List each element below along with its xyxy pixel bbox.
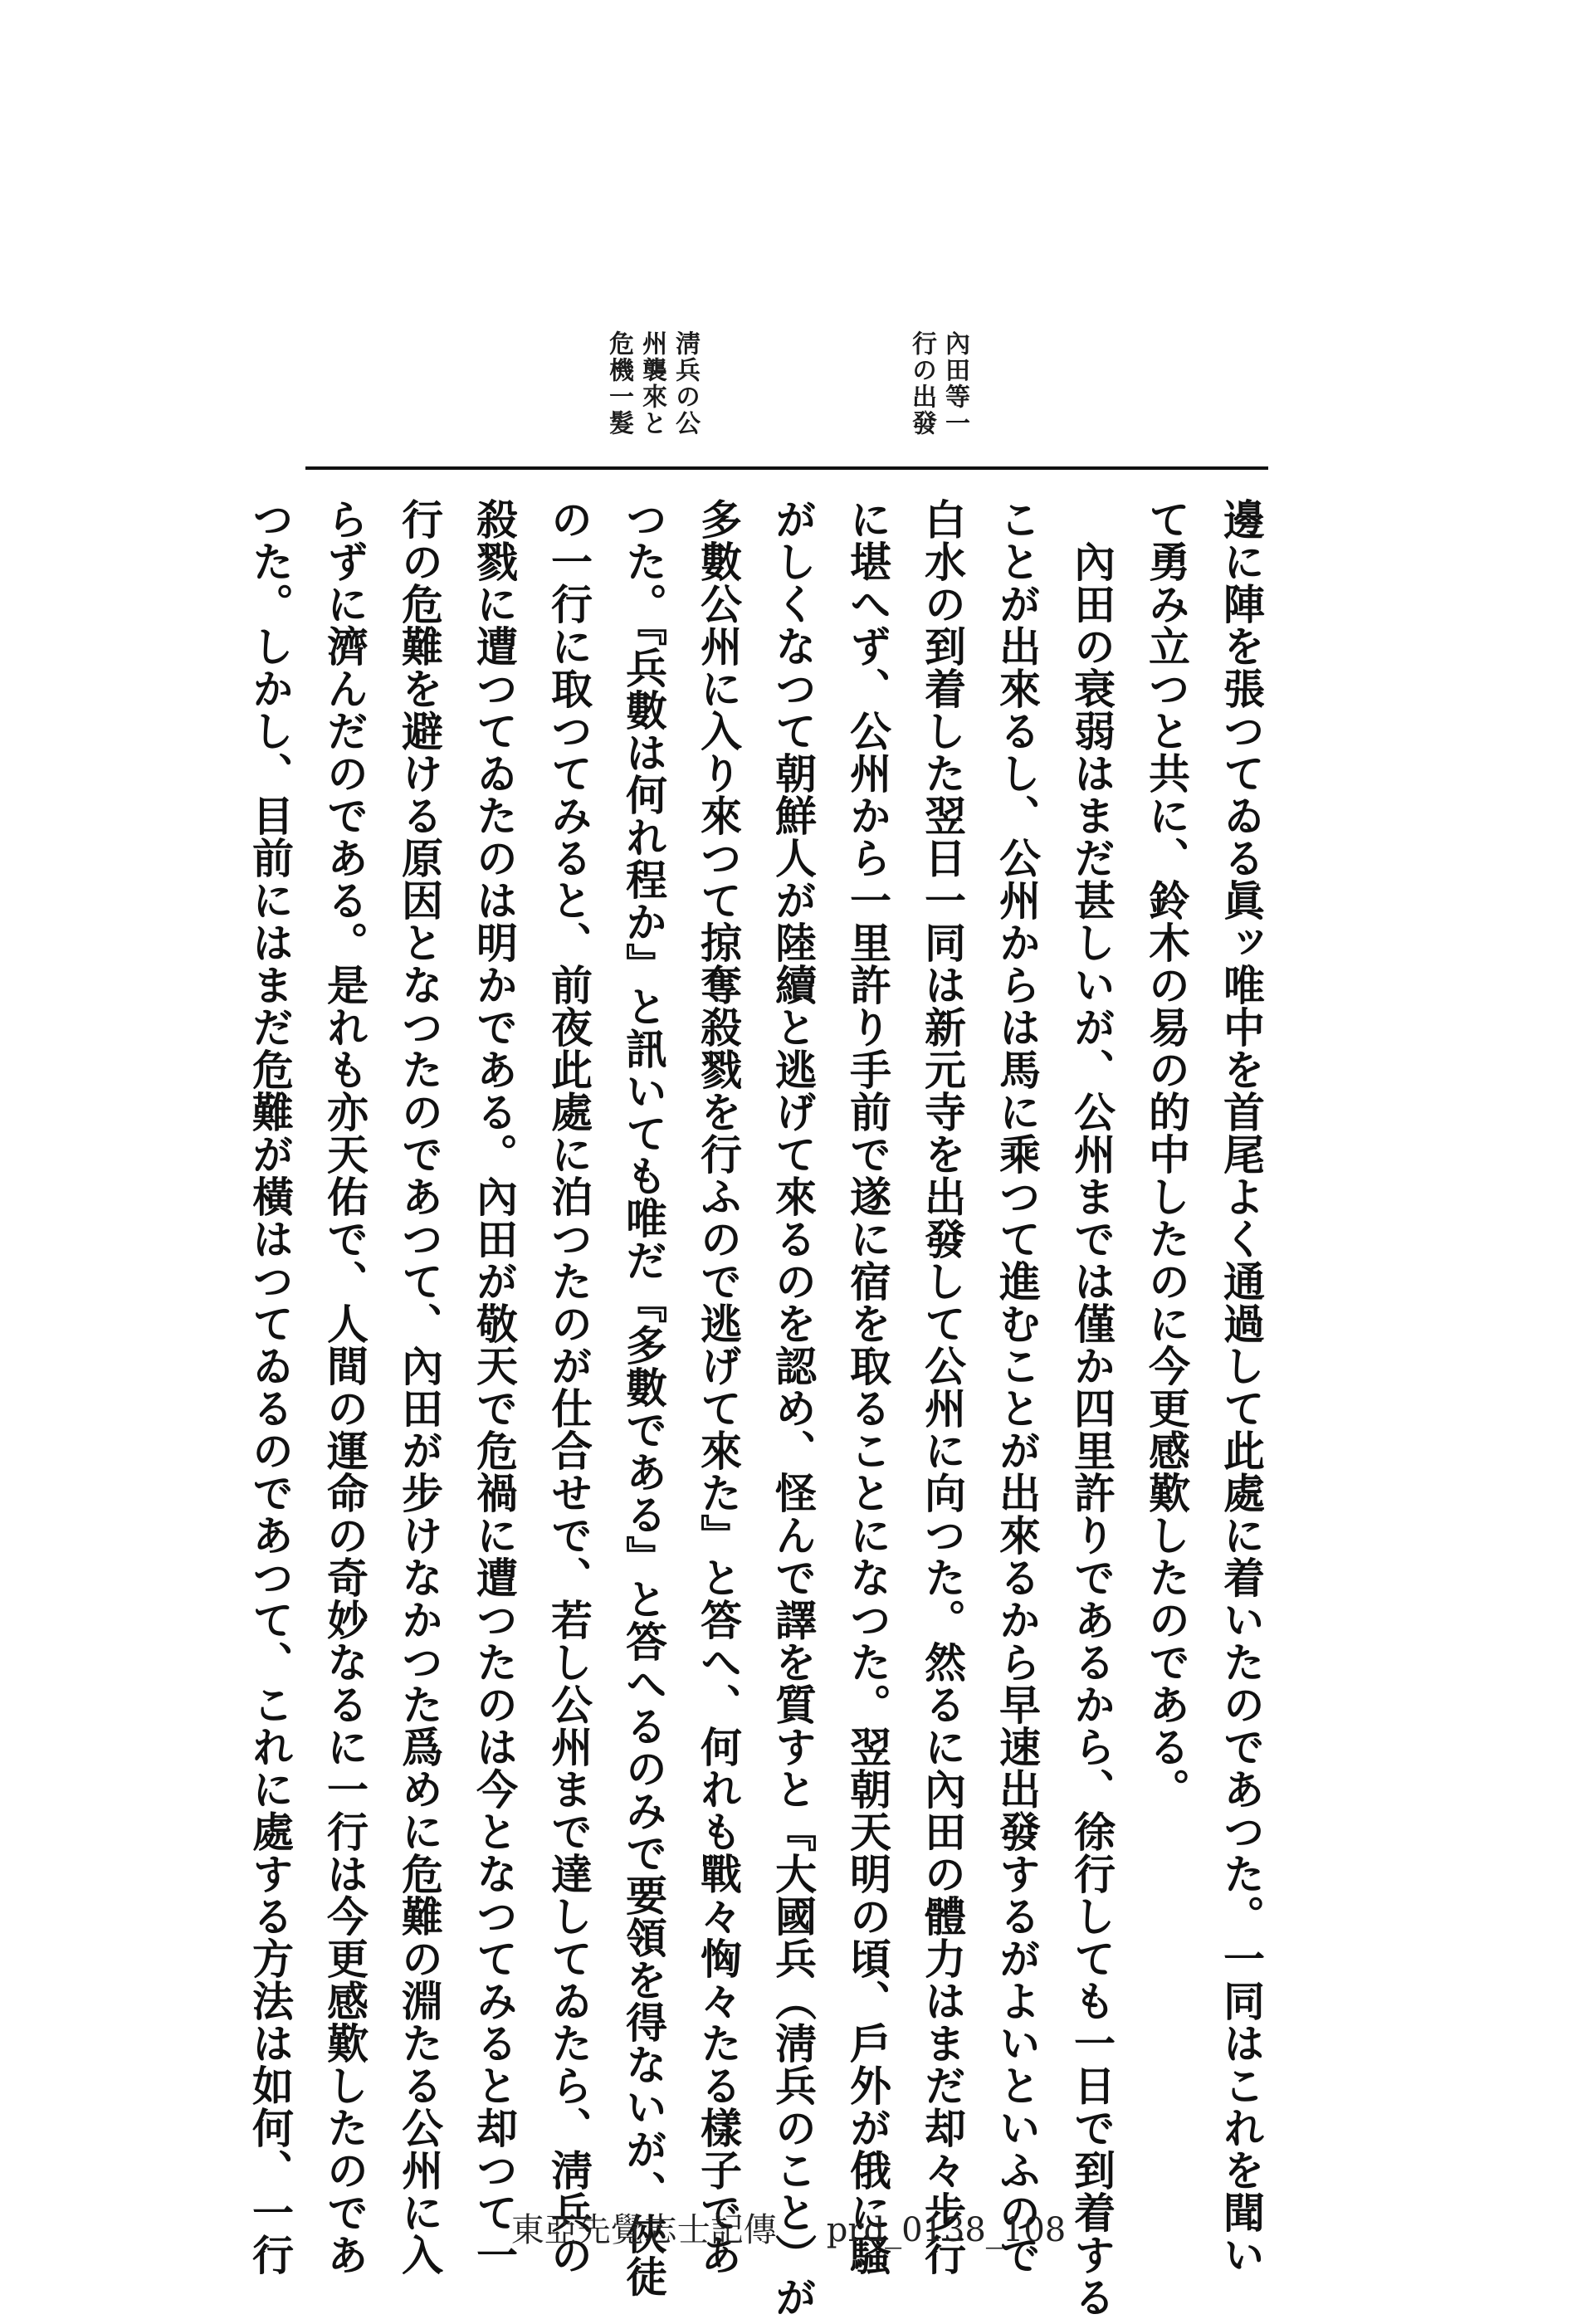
text-column: に堪へず、公州から一里許り手前で遂に宿を取ることになつた。翌朝天明の頃、戶外が俄に騷 (843, 498, 892, 2276)
text-column: 行の危難を避ける原因となつたのであつて、內田が步けなかつた爲めに危難の淵たる公州に入 (395, 498, 444, 2276)
text-column: て勇み立つと共に、鈴木の易の的中したのに今更感歎したのである。 (1142, 498, 1191, 1810)
text-column: ことが出來るし、公州からは馬に乘つて進むことが出來るから早速出發するがよいといふので (993, 498, 1042, 2276)
headnote-qing-attack: 淸兵の公州襲來と危機一髮 (604, 330, 700, 437)
book-title: 東亞先覺志士記傳 (510, 2211, 777, 2249)
text-column: 內田の衰弱はまだ甚しいが、公州までは僅か四里許りであるから、徐行しても一日で到着する (1067, 498, 1116, 2318)
text-column: の一行に取つてみると、前夜此處に泊つたのが仕合せで、若し公州まで達してゐたら、淸兵の (544, 498, 593, 2276)
headnote-departure: 內田等一行の出發 (907, 330, 969, 437)
text-column: つた。しかし、目前にはまだ危難が橫はつてゐるのであつて、これに處する方法は如何、一行 (246, 498, 295, 2276)
text-column: 邊に陣を張つてゐる眞ッ唯中を首尾よく通過して此處に着いたのであつた。一同はこれを聞い (1217, 498, 1266, 2276)
page-id: prd_0138_108 (826, 2211, 1067, 2249)
text-column: 殺戮に遭つてゐたのは明かである。內田が敬天で危禍に遭つたのは今となつてみると却つて一 (470, 498, 519, 2276)
header-rule (305, 466, 1268, 470)
text-column: らずに濟んだのである。是れも亦天佑で、人間の運命の奇妙なるに一行は今更感歎したのであ (320, 498, 369, 2276)
text-column: 白水の到着した翌日一同は新元寺を出發して公州に向つた。然るに內田の體力はまだ却々步行 (918, 498, 967, 2276)
page-footer (0, 2204, 1577, 2251)
text-column: 多數公州に入り來つて掠奪殺戮を行ふので逃げて來た』と答へ、何れも戰々恟々たる樣子であ (694, 498, 743, 2276)
text-column: がしくなつて朝鮮人が陸續と逃げて來るのを認め、怪んで譯を質すと『大國兵（淸兵のこと）が (769, 498, 818, 2318)
text-column: つた。『兵數は何れ程か』と訊いても唯だ『多數である』と答へるのみで要領を得ないが、俠徒 (619, 498, 668, 2297)
